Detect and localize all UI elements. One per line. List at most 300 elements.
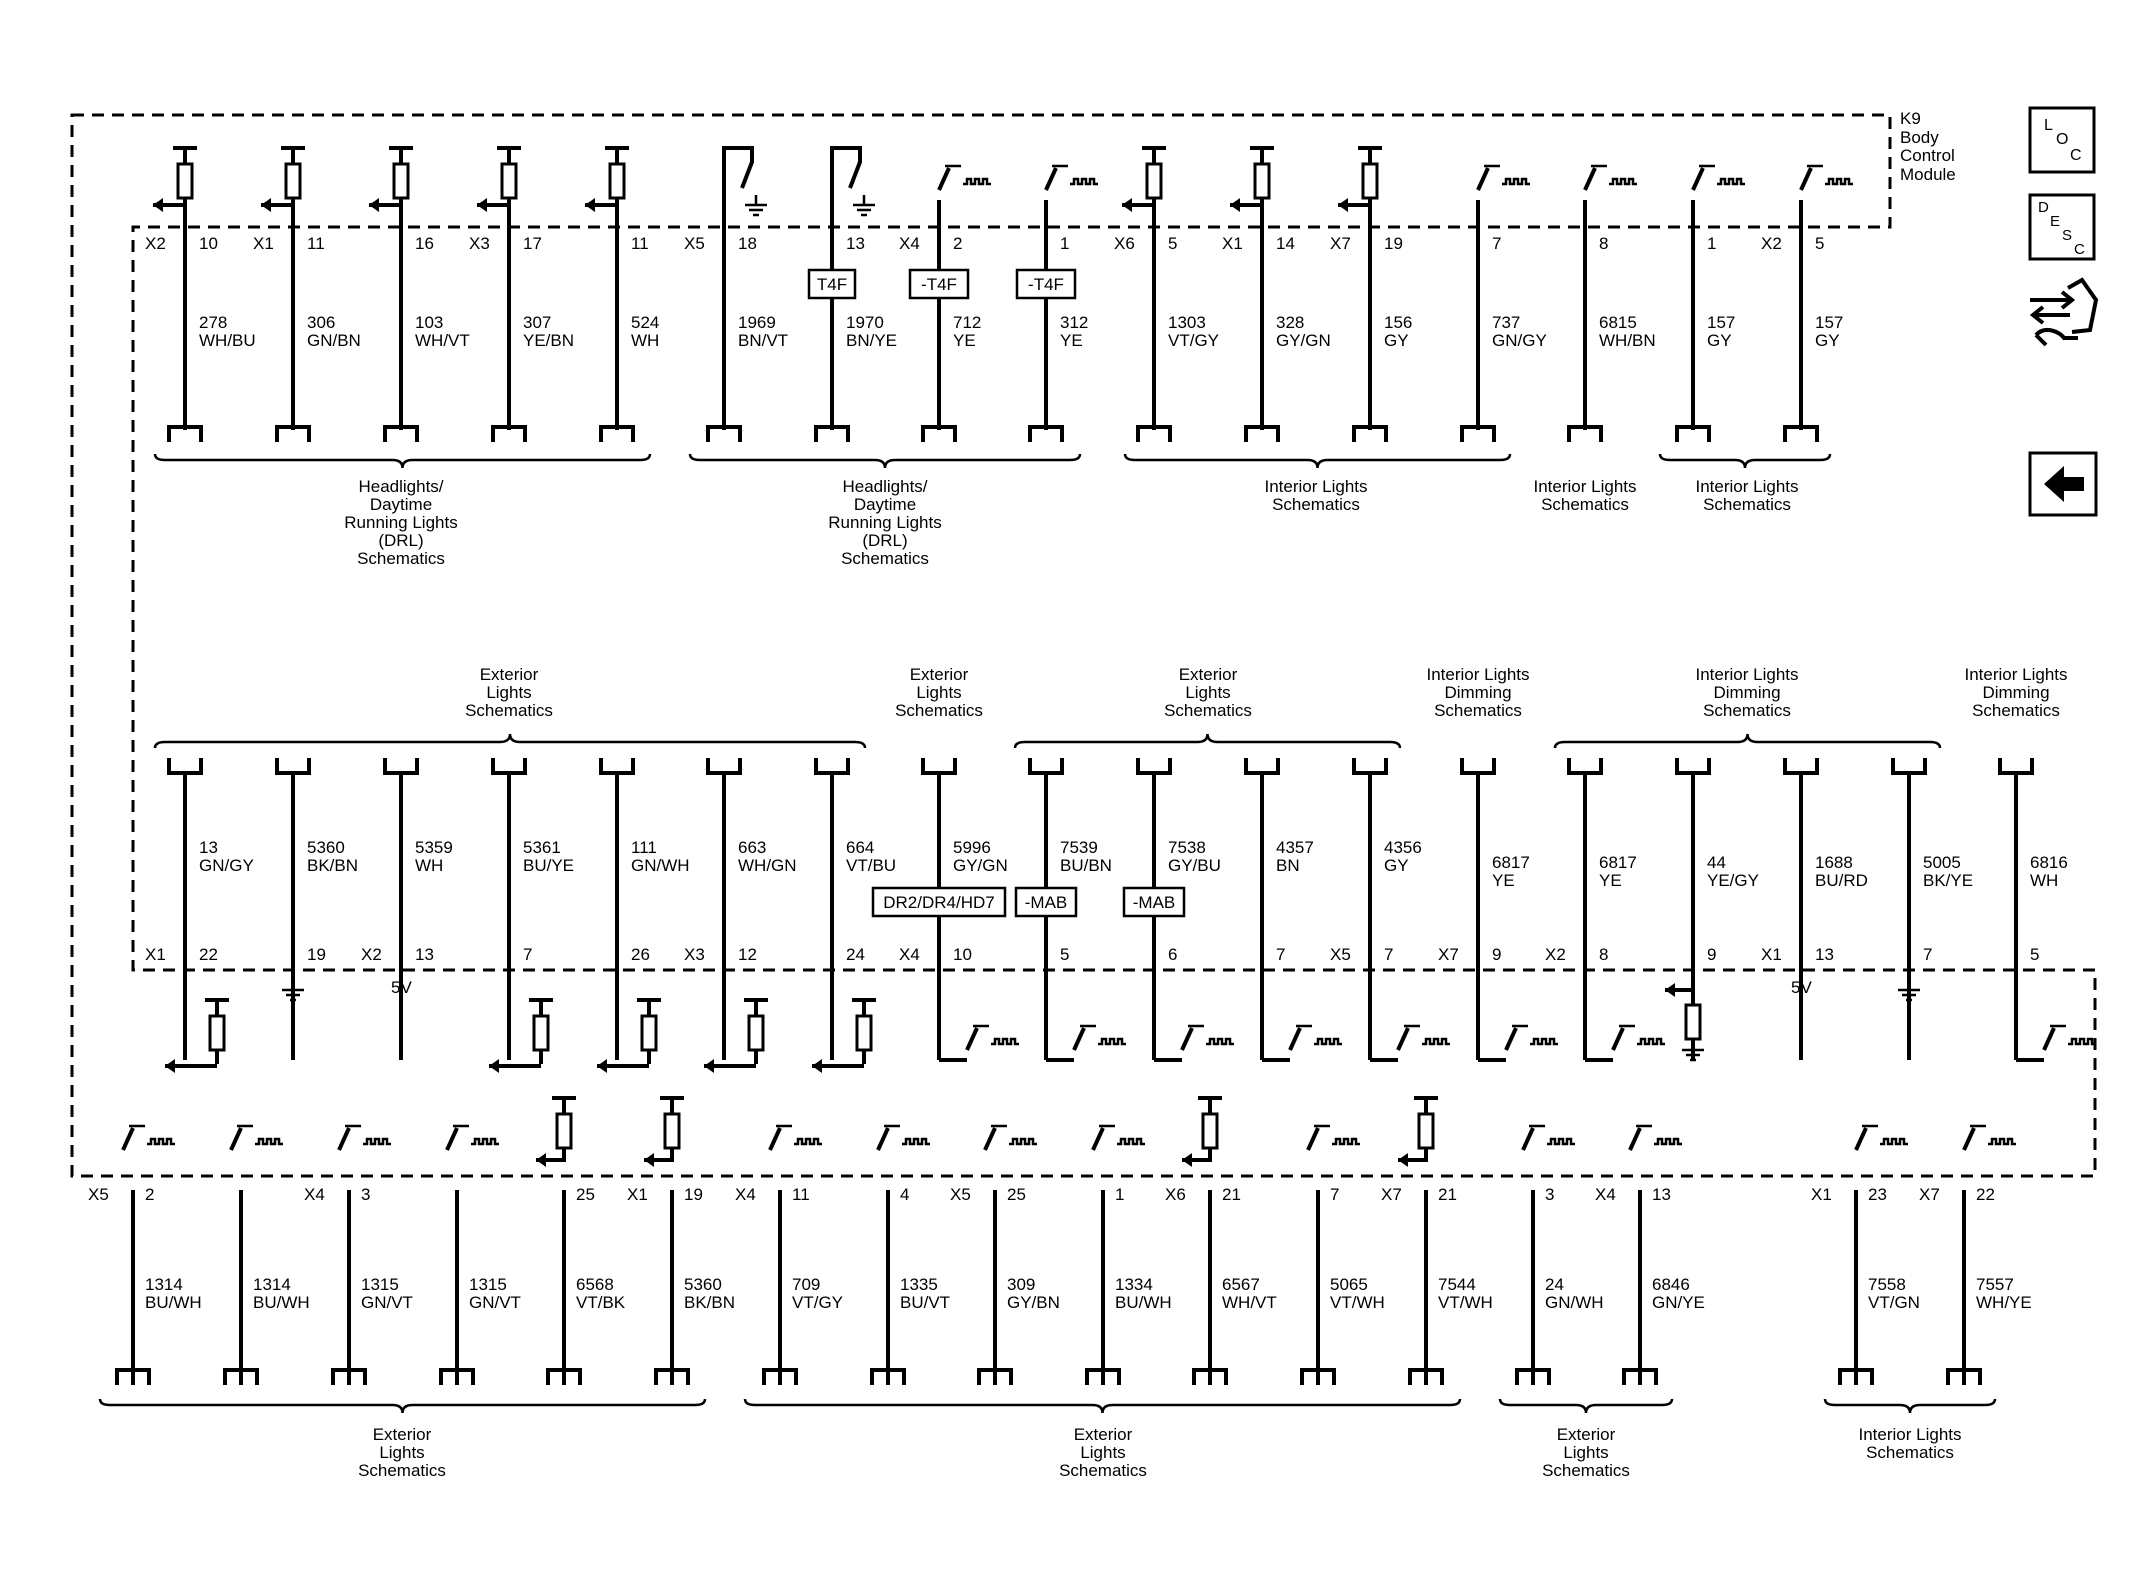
mid-circuit-1: 5360 bbox=[307, 838, 345, 857]
top-group-1-line-5: Schematics bbox=[841, 549, 929, 568]
bot-circuit-10: 6567 bbox=[1222, 1275, 1260, 1294]
mid-pin-0: 22 bbox=[199, 945, 218, 964]
supply-bar-icon bbox=[660, 1098, 684, 1100]
mid-group-0-line-3: Schematics bbox=[465, 701, 553, 720]
top-color-8: YE bbox=[1060, 331, 1083, 350]
bot-group-1-line-2: Lights bbox=[1080, 1443, 1126, 1462]
top-pin-12: 7 bbox=[1492, 234, 1502, 253]
mid-circuit-6: 664 bbox=[846, 838, 875, 857]
top-group-1-line-2: Daytime bbox=[853, 495, 917, 514]
top-connector-0: X2 bbox=[145, 234, 166, 253]
top-pin-9: 5 bbox=[1168, 234, 1178, 253]
top-pin-14: 1 bbox=[1707, 234, 1717, 253]
bot-connector-2: X4 bbox=[304, 1185, 325, 1204]
mid-connector-5: X3 bbox=[684, 945, 705, 964]
filter-icon bbox=[1609, 179, 1637, 184]
top-pin-4: 11 bbox=[631, 234, 649, 253]
loc-button[interactable] bbox=[2030, 108, 2094, 172]
top-connector-3: X3 bbox=[469, 234, 490, 253]
top-group-1-line-1: Headlights/ bbox=[842, 477, 928, 496]
top-circuit-10: 328 bbox=[1276, 313, 1305, 332]
filter-icon bbox=[1825, 179, 1853, 184]
mid-circuit-15: 1688 bbox=[1815, 853, 1853, 872]
mid-pin-14: 9 bbox=[1707, 945, 1717, 964]
component-connector-icon[interactable] bbox=[2030, 280, 2096, 345]
arrow-icon bbox=[1338, 198, 1348, 212]
bot-group-1-line-1: Exterior bbox=[1073, 1425, 1133, 1444]
terminal bbox=[601, 758, 633, 773]
mid-color-7: GY/GN bbox=[953, 856, 1008, 875]
arrow-icon bbox=[1122, 198, 1132, 212]
filter-icon bbox=[1988, 1139, 2016, 1144]
mid-connector-11: X5 bbox=[1330, 945, 1351, 964]
arrow-icon bbox=[165, 1059, 175, 1073]
resistor-icon bbox=[1363, 164, 1377, 198]
mid-group-2-line-1: Exterior bbox=[1178, 665, 1238, 684]
supply-bar-icon bbox=[1358, 148, 1382, 150]
bot-connector-6: X4 bbox=[735, 1185, 756, 1204]
mid-option-8: -MAB bbox=[1024, 893, 1068, 912]
mid-pin-15: 13 bbox=[1815, 945, 1834, 964]
top-group-4-line-2: Schematics bbox=[1703, 495, 1791, 514]
mid-circuit-7: 5996 bbox=[953, 838, 991, 857]
mid-group-0-line-2: Lights bbox=[486, 683, 532, 702]
mid-circuit-14: 44 bbox=[1707, 853, 1726, 872]
mid-pin-11: 7 bbox=[1384, 945, 1394, 964]
switch-contact-icon bbox=[985, 1128, 995, 1150]
arrow-icon bbox=[1398, 1153, 1408, 1167]
filter-icon bbox=[1530, 1039, 1558, 1044]
mid-group-4-line-2: Dimming bbox=[1713, 683, 1781, 702]
supply-bar-icon bbox=[1142, 148, 1166, 150]
top-circuit-3: 307 bbox=[523, 313, 552, 332]
filter-icon bbox=[1117, 1139, 1145, 1144]
top-group-0-line-3: Running Lights bbox=[344, 513, 458, 532]
bot-pin-5: 19 bbox=[684, 1185, 703, 1204]
mid-color-10: BN bbox=[1276, 856, 1300, 875]
filter-icon bbox=[2068, 1039, 2096, 1044]
switch-contact-icon bbox=[770, 1128, 780, 1150]
bot-connector-10: X6 bbox=[1165, 1185, 1186, 1204]
mid-pin-3: 7 bbox=[523, 945, 533, 964]
bot-color-15: VT/GN bbox=[1868, 1293, 1920, 1312]
mid-pin-5: 12 bbox=[738, 945, 757, 964]
ground-icon bbox=[745, 195, 767, 215]
mid-color-11: GY bbox=[1384, 856, 1409, 875]
wires-layer bbox=[88, 148, 2096, 1480]
switch-contact-icon bbox=[339, 1128, 349, 1150]
top-color-1: GN/BN bbox=[307, 331, 361, 350]
resistor-icon bbox=[1203, 1114, 1217, 1148]
filter-icon bbox=[991, 1039, 1019, 1044]
bot-pin-0: 2 bbox=[145, 1185, 155, 1204]
top-circuit-6: 1970 bbox=[846, 313, 884, 332]
module-id: K9 bbox=[1900, 109, 1921, 128]
mid-color-16: BK/YE bbox=[1923, 871, 1974, 890]
arrow-icon bbox=[644, 1153, 654, 1167]
bot-pin-4: 25 bbox=[576, 1185, 595, 1204]
mid-group-3-line-1: Interior Lights bbox=[1426, 665, 1530, 684]
ground-icon bbox=[853, 195, 875, 215]
resistor-icon bbox=[642, 1016, 656, 1050]
supply-bar-icon bbox=[173, 148, 197, 150]
resistor-icon bbox=[534, 1016, 548, 1050]
mid-color-17: WH bbox=[2030, 871, 2059, 890]
bot-pin-8: 25 bbox=[1007, 1185, 1026, 1204]
terminal bbox=[1462, 758, 1494, 773]
top-pin-13: 8 bbox=[1599, 234, 1609, 253]
terminal bbox=[1677, 758, 1709, 773]
top-connector-7: X4 bbox=[899, 234, 920, 253]
mid-pin-4: 26 bbox=[631, 945, 650, 964]
bot-circuit-12: 7544 bbox=[1438, 1275, 1476, 1294]
bot-circuit-0: 1314 bbox=[145, 1275, 183, 1294]
mid-group-0-line-1: Exterior bbox=[479, 665, 539, 684]
mid-pin-9: 6 bbox=[1168, 945, 1178, 964]
switch-contact-icon bbox=[1856, 1128, 1866, 1150]
top-circuit-15: 157 bbox=[1815, 313, 1844, 332]
terminal bbox=[923, 758, 955, 773]
mid-circuit-11: 4356 bbox=[1384, 838, 1422, 857]
bot-pin-9: 1 bbox=[1115, 1185, 1125, 1204]
filter-icon bbox=[963, 179, 991, 184]
terminal bbox=[1354, 758, 1386, 773]
supply-bar-icon bbox=[1414, 1098, 1438, 1100]
top-group-2-line-1: Interior Lights bbox=[1264, 477, 1368, 496]
group-brace bbox=[690, 454, 1080, 468]
mid-pin-7: 10 bbox=[953, 945, 972, 964]
bot-connector-15: X1 bbox=[1811, 1185, 1832, 1204]
bot-circuit-1: 1314 bbox=[253, 1275, 291, 1294]
svg-text:E: E bbox=[2050, 213, 2061, 230]
top-group-1-line-4: (DRL) bbox=[862, 531, 908, 550]
bot-connector-8: X5 bbox=[950, 1185, 971, 1204]
top-pin-5: 18 bbox=[738, 234, 757, 253]
mid-connector-0: X1 bbox=[145, 945, 166, 964]
top-pin-10: 14 bbox=[1276, 234, 1295, 253]
mid-circuit-17: 6816 bbox=[2030, 853, 2068, 872]
terminal bbox=[1569, 758, 1601, 773]
filter-icon bbox=[471, 1139, 499, 1144]
mid-color-2: WH bbox=[415, 856, 444, 875]
resistor-icon bbox=[857, 1016, 871, 1050]
filter-icon bbox=[902, 1139, 930, 1144]
resistor-icon bbox=[502, 164, 516, 198]
supply-bar-icon bbox=[389, 148, 413, 150]
mid-pin-12: 9 bbox=[1492, 945, 1502, 964]
mid-color-5: WH/GN bbox=[738, 856, 797, 875]
terminal bbox=[1030, 758, 1062, 773]
module-name-line-1: Body bbox=[1900, 128, 1939, 147]
switch-contact-icon bbox=[1964, 1128, 1974, 1150]
mid-circuit-5: 663 bbox=[738, 838, 767, 857]
mid-group-4-line-3: Schematics bbox=[1703, 701, 1791, 720]
top-color-0: WH/BU bbox=[199, 331, 256, 350]
group-brace bbox=[1555, 734, 1940, 748]
mid-group-4-line-1: Interior Lights bbox=[1695, 665, 1799, 684]
supply-bar-icon bbox=[497, 148, 521, 150]
top-circuit-2: 103 bbox=[415, 313, 444, 332]
bot-circuit-7: 1335 bbox=[900, 1275, 938, 1294]
top-color-7: YE bbox=[953, 331, 976, 350]
filter-icon bbox=[255, 1139, 283, 1144]
mid-circuit-9: 7538 bbox=[1168, 838, 1206, 857]
bot-circuit-15: 7558 bbox=[1868, 1275, 1906, 1294]
bot-color-8: GY/BN bbox=[1007, 1293, 1060, 1312]
resistor-icon bbox=[394, 164, 408, 198]
top-group-2-line-2: Schematics bbox=[1272, 495, 1360, 514]
bot-circuit-9: 1334 bbox=[1115, 1275, 1153, 1294]
supply-bar-icon bbox=[281, 148, 305, 150]
mid-circuit-16: 5005 bbox=[1923, 853, 1961, 872]
mid-pin-10: 7 bbox=[1276, 945, 1286, 964]
bot-circuit-3: 1315 bbox=[469, 1275, 507, 1294]
top-pin-6: 13 bbox=[846, 234, 865, 253]
mid-connector-15: X1 bbox=[1761, 945, 1782, 964]
terminal bbox=[277, 758, 309, 773]
bot-color-4: VT/BK bbox=[576, 1293, 626, 1312]
top-circuit-14: 157 bbox=[1707, 313, 1736, 332]
group-brace bbox=[100, 1399, 705, 1413]
mid-connector-7: X4 bbox=[899, 945, 920, 964]
bot-circuit-2: 1315 bbox=[361, 1275, 399, 1294]
mid-color-9: GY/BU bbox=[1168, 856, 1221, 875]
filter-icon bbox=[1070, 179, 1098, 184]
filter-icon bbox=[1009, 1139, 1037, 1144]
bot-color-1: BU/WH bbox=[253, 1293, 310, 1312]
resistor-icon bbox=[610, 164, 624, 198]
arrow-icon bbox=[597, 1059, 607, 1073]
back-arrow-button[interactable] bbox=[2030, 453, 2096, 515]
arrow-icon bbox=[153, 198, 163, 212]
terminal bbox=[169, 758, 201, 773]
mid-group-5-line-3: Schematics bbox=[1972, 701, 2060, 720]
bot-color-9: BU/WH bbox=[1115, 1293, 1172, 1312]
filter-icon bbox=[1717, 179, 1745, 184]
resistor-icon bbox=[1419, 1114, 1433, 1148]
resistor-icon bbox=[178, 164, 192, 198]
arrow-icon bbox=[261, 198, 271, 212]
group-brace bbox=[1015, 734, 1400, 748]
top-pin-15: 5 bbox=[1815, 234, 1825, 253]
mid-color-12: YE bbox=[1492, 871, 1515, 890]
mid-color-6: VT/BU bbox=[846, 856, 897, 875]
bot-color-16: WH/YE bbox=[1976, 1293, 2032, 1312]
mid-color-1: BK/BN bbox=[307, 856, 359, 875]
top-pin-1: 11 bbox=[307, 234, 325, 253]
switch-contact-icon bbox=[2044, 1028, 2054, 1050]
terminal bbox=[2000, 758, 2032, 773]
mid-pin-8: 5 bbox=[1060, 945, 1070, 964]
switch-contact-icon bbox=[1290, 1028, 1300, 1050]
desc-button[interactable] bbox=[2030, 195, 2094, 259]
top-connector-10: X1 bbox=[1222, 234, 1243, 253]
bot-group-0-line-1: Exterior bbox=[372, 1425, 432, 1444]
top-color-14: GY bbox=[1707, 331, 1732, 350]
top-color-2: WH/VT bbox=[415, 331, 470, 350]
mid-pin-16: 7 bbox=[1923, 945, 1933, 964]
filter-icon bbox=[1637, 1039, 1665, 1044]
mid-group-5-line-1: Interior Lights bbox=[1964, 665, 2068, 684]
filter-icon bbox=[1880, 1139, 1908, 1144]
svg-text:S: S bbox=[2062, 227, 2073, 244]
mid-group-2-line-2: Lights bbox=[1185, 683, 1231, 702]
switch-contact-icon bbox=[939, 168, 949, 190]
switch-contact-icon bbox=[1801, 168, 1811, 190]
supply-bar-icon bbox=[637, 1000, 661, 1002]
bot-circuit-4: 6568 bbox=[576, 1275, 614, 1294]
mid-color-14: YE/GY bbox=[1707, 871, 1759, 890]
top-pin-0: 10 bbox=[199, 234, 218, 253]
mid-group-1-line-1: Exterior bbox=[909, 665, 969, 684]
mid-circuit-8: 7539 bbox=[1060, 838, 1098, 857]
bot-circuit-11: 5065 bbox=[1330, 1275, 1368, 1294]
svg-text:L: L bbox=[2044, 117, 2053, 134]
bot-group-1-line-3: Schematics bbox=[1059, 1461, 1147, 1480]
top-color-5: BN/VT bbox=[738, 331, 789, 350]
bot-connector-16: X7 bbox=[1919, 1185, 1940, 1204]
module-outline bbox=[72, 115, 2095, 1176]
mid-connector-2: X2 bbox=[361, 945, 382, 964]
top-color-15: GY bbox=[1815, 331, 1840, 350]
filter-icon bbox=[363, 1139, 391, 1144]
top-group-0-line-4: (DRL) bbox=[378, 531, 424, 550]
bot-connector-0: X5 bbox=[88, 1185, 109, 1204]
terminal bbox=[493, 758, 525, 773]
filter-icon bbox=[794, 1139, 822, 1144]
terminal bbox=[385, 758, 417, 773]
arrow-icon bbox=[585, 198, 595, 212]
top-pin-2: 16 bbox=[415, 234, 434, 253]
bot-color-11: VT/WH bbox=[1330, 1293, 1385, 1312]
bot-group-3-line-2: Schematics bbox=[1866, 1443, 1954, 1462]
mid-color-3: BU/YE bbox=[523, 856, 575, 875]
arrow-icon bbox=[1182, 1153, 1192, 1167]
resistor-icon bbox=[1255, 164, 1269, 198]
svg-text:C: C bbox=[2070, 147, 2082, 164]
mid-circuit-13: 6817 bbox=[1599, 853, 1637, 872]
bot-color-7: BU/VT bbox=[900, 1293, 951, 1312]
top-pin-11: 19 bbox=[1384, 234, 1403, 253]
top-group-3-line-2: Schematics bbox=[1541, 495, 1629, 514]
bot-circuit-6: 709 bbox=[792, 1275, 821, 1294]
mid-group-1-line-2: Lights bbox=[916, 683, 962, 702]
mid-color-0: GN/GY bbox=[199, 856, 254, 875]
filter-icon bbox=[1098, 1039, 1126, 1044]
module-name-line-3: Module bbox=[1900, 165, 1956, 184]
bot-circuit-13: 24 bbox=[1545, 1275, 1564, 1294]
supply-bar-icon bbox=[605, 148, 629, 150]
switch-contact-icon bbox=[1523, 1128, 1533, 1150]
resistor-icon bbox=[286, 164, 300, 198]
top-option-7: -T4F bbox=[921, 275, 957, 294]
bot-group-0-line-2: Lights bbox=[379, 1443, 425, 1462]
terminal bbox=[1893, 758, 1925, 773]
filter-icon bbox=[1547, 1139, 1575, 1144]
top-color-10: GY/GN bbox=[1276, 331, 1331, 350]
top-connector-15: X2 bbox=[1761, 234, 1782, 253]
mid-supply-2: 5V bbox=[391, 978, 412, 997]
filter-icon bbox=[1502, 179, 1530, 184]
switch-contact-icon bbox=[231, 1128, 241, 1150]
resistor-icon bbox=[1147, 164, 1161, 198]
arrow-icon bbox=[1230, 198, 1240, 212]
switch-contact-icon bbox=[1506, 1028, 1516, 1050]
switch-contact-icon bbox=[967, 1028, 977, 1050]
mid-color-15: BU/RD bbox=[1815, 871, 1868, 890]
svg-text:O: O bbox=[2056, 131, 2069, 148]
top-color-6: BN/YE bbox=[846, 331, 898, 350]
arrow-icon bbox=[1665, 983, 1675, 997]
top-circuit-4: 524 bbox=[631, 313, 660, 332]
filter-icon bbox=[1654, 1139, 1682, 1144]
top-color-9: VT/GY bbox=[1168, 331, 1220, 350]
supply-bar-icon bbox=[205, 1000, 229, 1002]
top-group-4-line-1: Interior Lights bbox=[1695, 477, 1799, 496]
terminal bbox=[708, 758, 740, 773]
mid-option-7: DR2/DR4/HD7 bbox=[883, 893, 995, 912]
top-color-3: YE/BN bbox=[523, 331, 575, 350]
resistor-icon bbox=[210, 1016, 224, 1050]
mid-circuit-2: 5359 bbox=[415, 838, 453, 857]
group-brace bbox=[1125, 454, 1510, 468]
supply-bar-icon bbox=[744, 1000, 768, 1002]
switch-contact-icon bbox=[1182, 1028, 1192, 1050]
switch-contact-icon bbox=[1046, 168, 1056, 190]
mid-supply-15: 5V bbox=[1791, 978, 1812, 997]
top-group-0-line-5: Schematics bbox=[357, 549, 445, 568]
mid-group-3-line-3: Schematics bbox=[1434, 701, 1522, 720]
bot-circuit-8: 309 bbox=[1007, 1275, 1036, 1294]
bot-connector-12: X7 bbox=[1381, 1185, 1402, 1204]
supply-bar-icon bbox=[852, 1000, 876, 1002]
bot-circuit-14: 6846 bbox=[1652, 1275, 1690, 1294]
top-circuit-11: 156 bbox=[1384, 313, 1413, 332]
switch-contact-icon bbox=[878, 1128, 888, 1150]
terminal bbox=[1138, 758, 1170, 773]
resistor-icon bbox=[749, 1016, 763, 1050]
group-brace bbox=[1660, 454, 1830, 468]
switch-contact-icon bbox=[1074, 1028, 1084, 1050]
top-group-3-line-1: Interior Lights bbox=[1533, 477, 1637, 496]
switch-contact-icon bbox=[1093, 1128, 1103, 1150]
top-group-0-line-1: Headlights/ bbox=[358, 477, 444, 496]
resistor-icon bbox=[557, 1114, 571, 1148]
mid-color-13: YE bbox=[1599, 871, 1622, 890]
supply-bar-icon bbox=[1198, 1098, 1222, 1100]
switch-contact-icon bbox=[1613, 1028, 1623, 1050]
mid-pin-1: 19 bbox=[307, 945, 326, 964]
top-connector-5: X5 bbox=[684, 234, 705, 253]
internal-switch-6 bbox=[832, 148, 860, 200]
switch-contact-icon bbox=[1308, 1128, 1318, 1150]
mid-connector-12: X7 bbox=[1438, 945, 1459, 964]
bot-pin-2: 3 bbox=[361, 1185, 371, 1204]
top-circuit-5: 1969 bbox=[738, 313, 776, 332]
top-connector-1: X1 bbox=[253, 234, 274, 253]
top-circuit-9: 1303 bbox=[1168, 313, 1206, 332]
arrow-icon bbox=[369, 198, 379, 212]
bot-color-10: WH/VT bbox=[1222, 1293, 1277, 1312]
bot-pin-15: 23 bbox=[1868, 1185, 1887, 1204]
top-option-6: T4F bbox=[816, 275, 848, 294]
top-color-12: GN/GY bbox=[1492, 331, 1547, 350]
mid-color-8: BU/BN bbox=[1060, 856, 1112, 875]
filter-icon bbox=[1332, 1139, 1360, 1144]
top-group-1-line-3: Running Lights bbox=[828, 513, 942, 532]
top-connector-11: X7 bbox=[1330, 234, 1351, 253]
arrow-icon bbox=[704, 1059, 714, 1073]
